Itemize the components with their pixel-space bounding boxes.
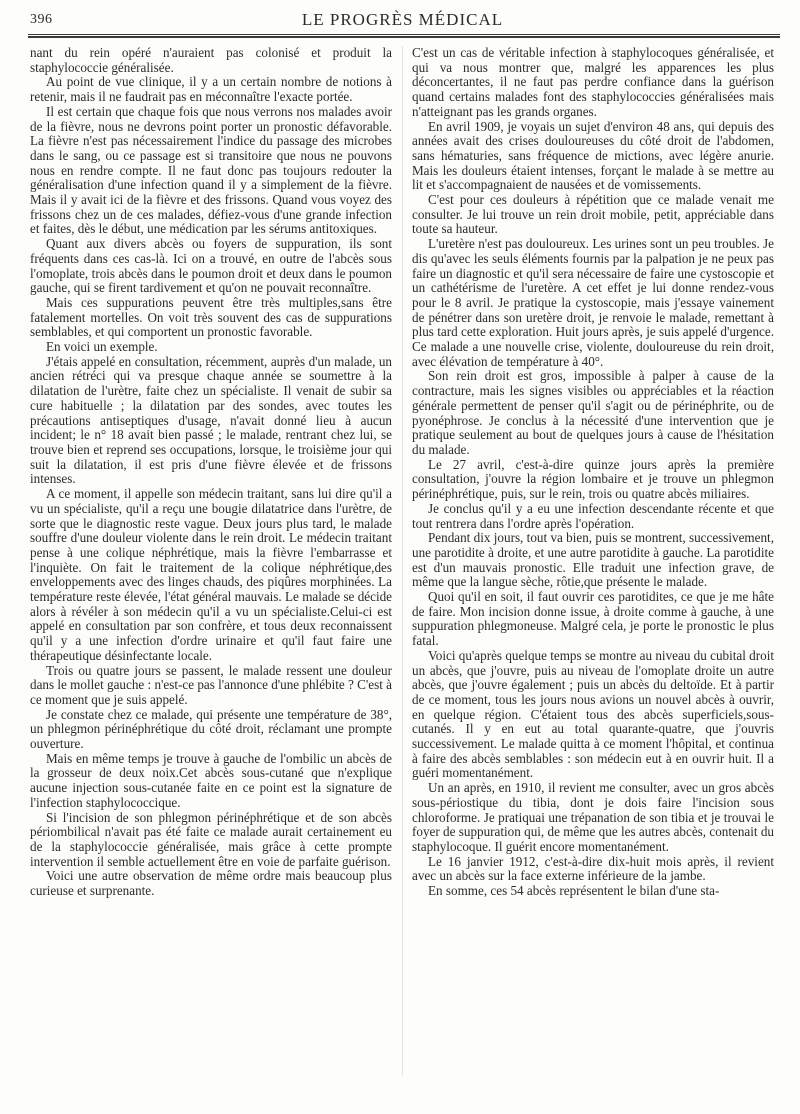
journal-title: LE PROGRÈS MÉDICAL — [301, 10, 504, 29]
paragraph: C'est pour ces douleurs à répétition que ce malade venait me consulter. Je lui trouve un rein droit mobile, petit, appréciable dans toute sa hauteur. — [412, 192, 774, 237]
paragraph: Quant aux divers abcès ou foyers de suppuration, ils sont fréquents dans ces cas-là. Ici on a trouvé, en outre de l'abcès sous l'omoplate, trois abcès dans le poumon droit et deux dans le poumon gauche, qui se firent tardivement et qu'on ne pouvait reconnaître. — [30, 236, 392, 296]
paragraph: J'étais appelé en consultation, récemment, auprès d'un malade, un ancien rétréci qui va presque chaque année se soumettre à la dilatation de l'urètre, faite chez un spécialiste. Il venait de subir sa cure habituelle ; la dilatation par des sondes, avec toutes les précautions antiseptiques d'usage, n'avait donné lieu à aucun incident; le n° 18 avait bien passé ; le malade, rentrant chez lui, se trouve bien et reprend ses occupations, lorsque, le troisième jour qui suit la dilatation, il est pris d'une fièvre élevée et de frissons intenses. — [30, 353, 392, 487]
column-divider — [402, 46, 403, 1076]
paragraph: Si l'incision de son phlegmon périnéphrétique et de son abcès périombilical n'avait pas été faite ce malade aurait certainement eu de la staphylococcie généralisée, mais grâce à cette prompte intervention il semble actuellement être en voie de parfaite guérison. — [30, 809, 392, 869]
paragraph: Je constate chez ce malade, qui présente une température de 38°, un phlegmon périnéphrétique du côté droit, réclamant une prompte ouverture. — [30, 706, 392, 752]
paragraph: Pendant dix jours, tout va bien, puis se montrent, successivement, une parotidite à droite, et une autre parotidite à gauche. La parotidite est d'un mauvais pronostic. Elle traduit une infection grave, de même que la langue sèche, rôtie,que présente le malade. — [412, 530, 774, 590]
header-rule-thick — [28, 36, 780, 38]
paragraph: Trois ou quatre jours se passent, le malade ressent une douleur dans le mollet gauche : n'est-ce pas l'annonce d'une phlébite ? C'est à ce moment que je suis appelé. — [30, 662, 392, 707]
paragraph: nant du rein opéré n'auraient pas colonisé et produit la staphylococcie généralisée. — [30, 45, 392, 75]
paragraph: Mais ces suppurations peuvent être très multiples,sans être fatalement mortelles. On voit très souvent des cas de suppurations semblables, et qui comportent un pronostic favorable. — [30, 294, 392, 340]
paragraph: Voici qu'après quelque temps se montre au niveau du cubital droit un abcès, que j'ouvre, puis au niveau de l'omoplate droite un autre abcès, que j'ouvre également ; puis un abcès du deltoïde. Et à partir de ce moment, tous les jours nous avions un nouvel abcès à ouvrir, en quelque région. C'étaient tous des abcès superficiels,sous-cutanés. Il y en eut au total quarante-quatre, que j'ouvris successivement. Le malade quitta à ce moment l'hôpital, et continua à faire des abcès semblables : son médecin eut à en ouvrir huit. Il a guéri momentanément. — [412, 647, 774, 781]
paragraph: Le 16 janvier 1912, c'est-à-dire dix-huit mois après, il revient avec un abcès sur la face externe inférieure de la jambe. — [412, 853, 774, 884]
paragraph: Un an après, en 1910, il revient me consulter, avec un gros abcès sous-périostique du tibia, dont je dois faire l'incision sous chloroforme. Je pratiquai une trépanation de son tibia et je trouvai le foyer de suppuration qui, de même que les autres abcès, contenait du staphylocoque. Il guérit encore momentanément. — [412, 780, 774, 854]
header-rule-thin — [28, 34, 780, 35]
paragraph: C'est un cas de véritable infection à staphylocoques généralisée, et qui va nous montrer que, malgré les apparences les plus déconcertantes, il ne faut pas perdre confiance dans la guérison quand certains malades font des staphylococcies généralisées mais n'atteignant pas les grands organes. — [412, 45, 774, 119]
paragraph: En somme, ces 54 abcès représentent le bilan d'une sta- — [428, 883, 720, 899]
paragraph: En voici un exemple. — [46, 339, 158, 355]
paragraph: Je conclus qu'il y a eu une infection descendante récente et que tout rentrera dans l'ordre après l'opération. — [412, 500, 774, 531]
paragraph: L'uretère n'est pas douloureux. Les urines sont un peu troubles. Je dis qu'avec les seuls éléments fournis par la palpation je ne peux pas faire un diagnostic et qu'il sera nécessaire de faire une cystoscopie et un cathétérisme de l'uretère. A cet effet je lui donne rendez-vous pour le 8 avril. Je pratique la cystoscopie, mais j'essaye vainement de pénétrer dans son uretère droit, je renvoie le malade, remettant à plus tard cette exploration. Huit jours après, je suis appelé d'urgence. Ce malade a une nouvelle crise, violente, douloureuse du rein droit, avec élévation de température à 40°. — [412, 236, 774, 369]
paragraph: En avril 1909, je voyais un sujet d'environ 48 ans, qui depuis des années avait des crises douloureuses du côté droit de l'abdomen, sans hématuries, sans fréquence de mictions, avec légère anurie. Mais les douleurs étaient intenses, forçant le malade à se mettre au lit et s'accompagnaient de nausées et de vomissements. — [412, 118, 774, 193]
paragraph: Le 27 avril, c'est-à-dire quinze jours après la première consultation, j'ouvre la région lombaire et je trouve un phlegmon périnéphrétique, puis, sur le rein, trois ou quatre abcès miliaires. — [412, 456, 774, 502]
right-text-column — [412, 46, 774, 899]
left-text-column — [30, 46, 392, 899]
paragraph: Au point de vue clinique, il y a un certain nombre de notions à retenir, mais il ne faudrait pas en méconnaître l'exacte portée. — [30, 74, 392, 105]
paragraph: Mais en même temps je trouve à gauche de l'ombilic un abcès de la grosseur de deux noix.Cet abcès sous-cutané que n'explique aucune injection sous-cutanée faite en ce point est la signature de l'infection staphylococcique. — [30, 750, 392, 810]
page-header — [30, 10, 775, 32]
paragraph: A ce moment, il appelle son médecin traitant, sans lui dire qu'il a vu un spécialiste, qu'il a reçu une bougie dilatatrice dans l'urètre, de sorte que le diagnostic reste vague. Deux jours plus tard, le malade souffre d'une douleur violente dans le rein droit. Le médecin traitant pense à une colique néphrétique, mais la fièvre l'embarrasse et l'inquiète. On fait le traitement de la colique néphrétique,des enveloppements avec des linges chauds, des piqûres morphinées. La température reste élevée, l'état général mauvais. Le malade se décide alors à révéler à son médecin qu'il a vu un spécialiste.Celui-ci est appelé en consultation par son confrère, et tous deux reconnaissent qu'il y a une infection d'ordre urinaire et qu'il faut faire une thérapeutique désinfectante locale. — [30, 486, 392, 663]
paragraph: Quoi qu'il en soit, il faut ouvrir ces parotidites, ce que je me hâte de faire. Mon incision donne issue, à droite comme à gauche, à une suppuration phlegmoneuse. Malgré cela, je porte le pronostic le plus fatal. — [412, 589, 774, 649]
page-number: 396 — [30, 12, 53, 27]
paragraph: Il est certain que chaque fois que nous verrons nos malades avoir de la fièvre, nous ne devrons point porter un pronostic défavorable. La fièvre n'est pas nécessairement l'indice du passage des microbes dans le sang, ou ce passage est si transitoire que nous ne pouvons nous en rendre compte. Il ne faut donc pas toujours redouter la généralisation d'une infection quand il y a simplement de la fièvre. Mais il y avait ici de la fièvre et des frissons. Quand vous voyez des frissons chez un de ces malades, défiez-vous d'une grande infection et faites, dès le début, une médication par les sérums antitoxiques. — [30, 103, 392, 237]
paragraph: Son rein droit est gros, impossible à palper à cause de la contracture, mais les signes visibles ou appréciables et la réaction générale permettent de penser qu'il s'agit ou de périnéphrite, ou de pyonéphrose. Je conclus à la nécessité d'une intervention que je pratique seulement au bout de quelques jours à cause de l'hésitation du malade. — [412, 368, 774, 457]
paragraph: Voici une autre observation de même ordre mais beaucoup plus curieuse et surprenante. — [30, 868, 392, 899]
